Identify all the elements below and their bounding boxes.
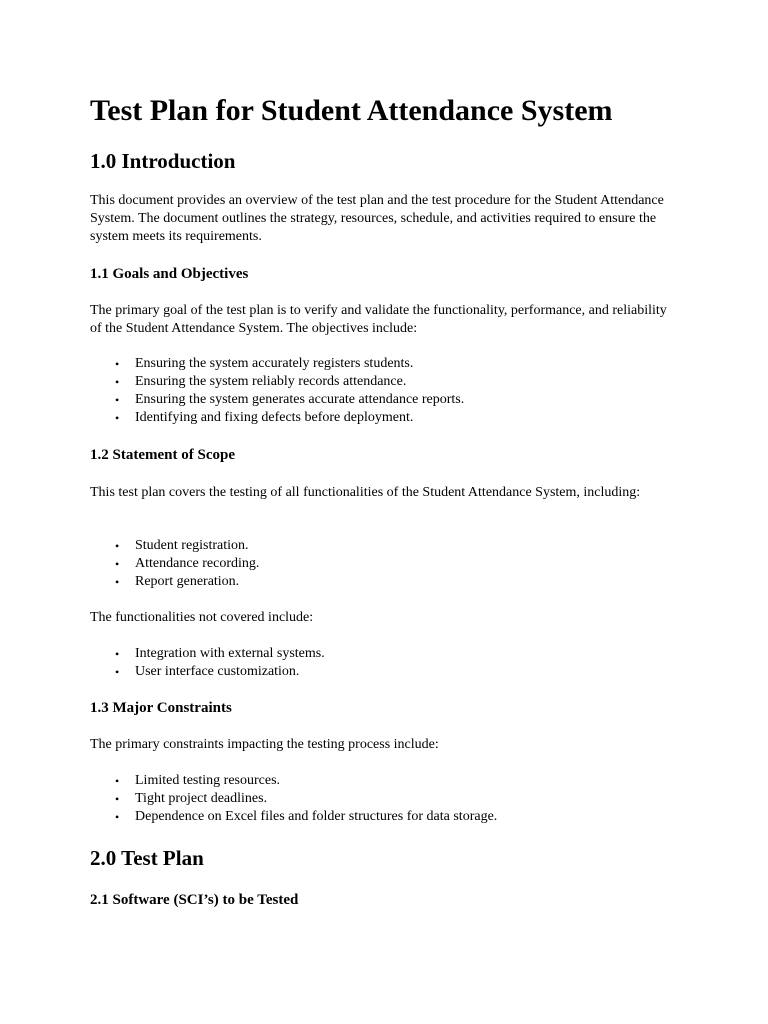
list-item-text: Report generation. <box>135 574 240 589</box>
bullet-icon: • <box>115 792 120 806</box>
scope-list <box>90 537 259 591</box>
bullet-icon: • <box>115 575 120 589</box>
list-item-text: User interface customization. <box>135 664 300 679</box>
bullet-icon: • <box>115 774 120 788</box>
list-item <box>90 790 497 808</box>
bullet-icon: • <box>115 647 120 661</box>
list-item-text: Attendance recording. <box>135 556 260 571</box>
bullet-icon: • <box>115 539 120 553</box>
goals-list <box>90 355 464 427</box>
list-item-text: Student registration. <box>135 538 249 553</box>
section-heading-goals: 1.1 Goals and Objectives <box>90 266 249 282</box>
bullet-icon: • <box>115 375 120 389</box>
list-item-text: Tight project deadlines. <box>135 791 268 806</box>
list-item-text: Integration with external systems. <box>135 646 325 661</box>
section-heading-introduction: 1.0 Introduction <box>90 149 236 173</box>
goals-paragraph: The primary goal of the test plan is to verify and validate the functionality, performance, and reliability of the Student Attendance System. The objectives include: <box>90 303 667 336</box>
list-item <box>90 772 497 790</box>
list-item <box>90 537 259 555</box>
bullet-icon: • <box>115 665 120 679</box>
list-item <box>90 573 259 591</box>
list-item-text: Dependence on Excel files and folder structures for data storage. <box>135 809 498 824</box>
not-covered-paragraph: The functionalities not covered include: <box>90 610 314 625</box>
list-item-text: Identifying and fixing defects before deployment. <box>135 410 414 425</box>
constraints-paragraph: The primary constraints impacting the testing process include: <box>90 737 439 752</box>
list-item <box>90 663 325 681</box>
list-item <box>90 645 325 663</box>
constraints-list <box>90 772 497 826</box>
list-item-text: Ensuring the system reliably records attendance. <box>135 374 407 389</box>
bullet-icon: • <box>115 411 120 425</box>
introduction-paragraph: This document provides an overview of the test plan and the test procedure for the Student Attendance System. The document outlines the strategy, resources, schedule, and activities required to ensure the system meets its requirements. <box>90 193 664 244</box>
bullet-icon: • <box>115 810 120 824</box>
list-item-text: Limited testing resources. <box>135 773 281 788</box>
section-heading-scope: 1.2 Statement of Scope <box>90 447 235 463</box>
list-item-text: Ensuring the system accurately registers students. <box>135 356 414 371</box>
list-item <box>90 391 464 409</box>
bullet-icon: • <box>115 393 120 407</box>
list-item-text: Ensuring the system generates accurate attendance reports. <box>135 392 465 407</box>
list-item <box>90 373 464 391</box>
bullet-icon: • <box>115 357 120 371</box>
list-item <box>90 555 259 573</box>
bullet-icon: • <box>115 557 120 571</box>
list-item <box>90 409 464 427</box>
list-item <box>90 355 464 373</box>
document-title: Test Plan for Student Attendance System <box>90 94 613 127</box>
list-item <box>90 808 497 826</box>
not-covered-list <box>90 645 325 681</box>
section-heading-test-plan: 2.0 Test Plan <box>90 846 204 870</box>
section-heading-software-to-be-tested: 2.1 Software (SCI’s) to be Tested <box>90 892 299 908</box>
section-heading-constraints: 1.3 Major Constraints <box>90 700 232 716</box>
scope-paragraph: This test plan covers the testing of all functionalities of the Student Attendance System, including: <box>90 485 641 500</box>
